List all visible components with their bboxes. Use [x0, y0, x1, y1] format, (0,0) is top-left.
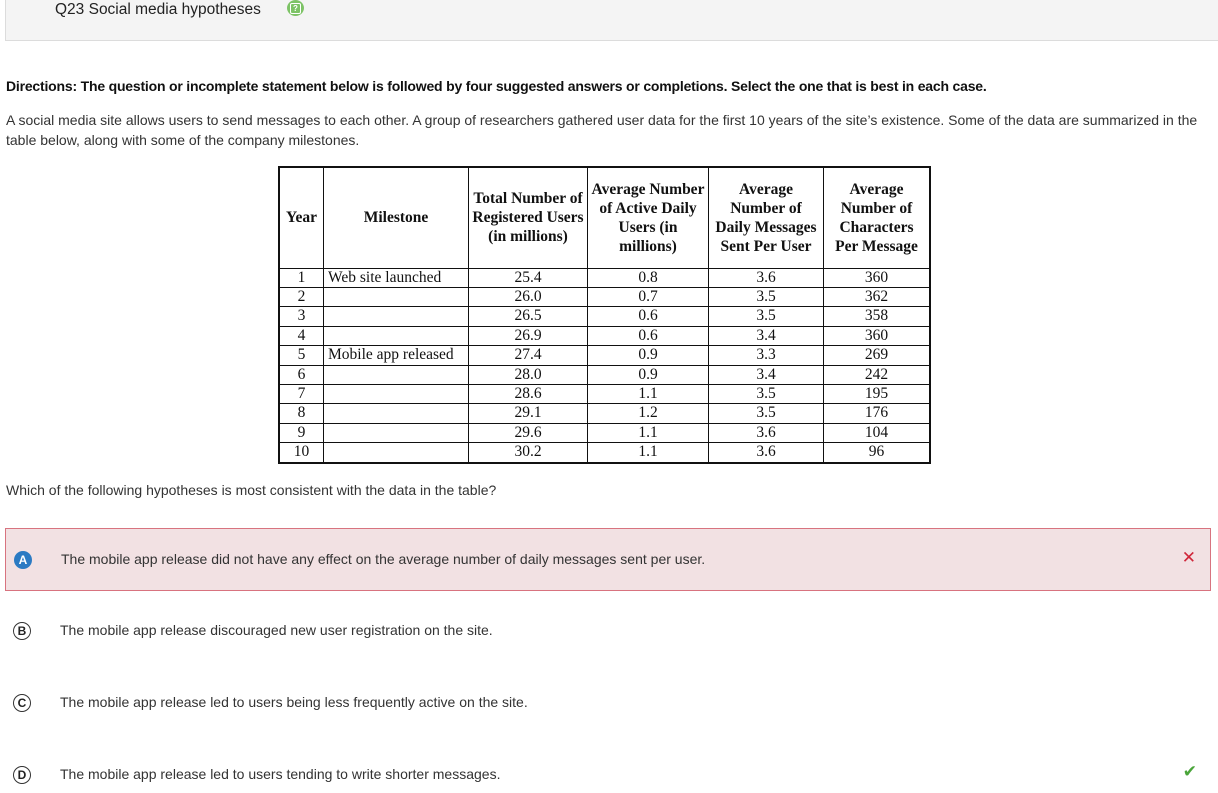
question-prompt: Which of the following hypotheses is most consistent with the data in the table? — [6, 482, 497, 498]
cell-active-daily-users: 0.8 — [588, 268, 709, 287]
cell-registered-users: 25.4 — [469, 268, 588, 287]
cell-active-daily-users: 1.1 — [588, 443, 709, 463]
choice-c-text: The mobile app release led to users being less frequently active on the site. — [60, 694, 528, 710]
cell-registered-users: 28.0 — [469, 365, 588, 384]
cell-year: 5 — [279, 346, 324, 365]
col-header-characters: Average Number of Characters Per Message — [824, 167, 931, 268]
col-header-active-daily-users: Average Number of Active Daily Users (in millions) — [588, 167, 709, 268]
cell-active-daily-users: 0.6 — [588, 307, 709, 326]
choice-c[interactable] — [5, 672, 1211, 735]
cell-characters: 242 — [824, 365, 931, 384]
cell-daily-messages: 3.3 — [709, 346, 824, 365]
cell-registered-users: 29.1 — [469, 404, 588, 423]
cell-characters: 195 — [824, 384, 931, 403]
cell-milestone — [324, 307, 469, 326]
cell-daily-messages: 3.4 — [709, 326, 824, 345]
cell-registered-users: 27.4 — [469, 346, 588, 365]
help-icon[interactable]: ? — [287, 0, 304, 16]
table-row — [279, 404, 930, 423]
cell-daily-messages: 3.5 — [709, 404, 824, 423]
cell-year: 3 — [279, 307, 324, 326]
cell-milestone: Mobile app released — [324, 346, 469, 365]
choice-letter-c: C — [13, 694, 31, 712]
choice-b-text: The mobile app release discouraged new user registration on the site. — [60, 622, 493, 638]
table-row — [279, 326, 930, 345]
cell-active-daily-users: 0.7 — [588, 287, 709, 306]
cell-milestone — [324, 404, 469, 423]
table-row — [279, 268, 930, 287]
cell-milestone — [324, 384, 469, 403]
cell-active-daily-users: 0.9 — [588, 346, 709, 365]
cell-daily-messages: 3.5 — [709, 384, 824, 403]
choice-letter-d: D — [13, 766, 31, 784]
table-row — [279, 365, 930, 384]
table-row — [279, 384, 930, 403]
cell-characters: 269 — [824, 346, 931, 365]
cell-registered-users: 26.5 — [469, 307, 588, 326]
cell-registered-users: 30.2 — [469, 443, 588, 463]
cell-active-daily-users: 0.9 — [588, 365, 709, 384]
cell-year: 4 — [279, 326, 324, 345]
incorrect-x-icon: ✕ — [1181, 548, 1196, 567]
table-row — [279, 346, 930, 365]
cell-registered-users: 26.0 — [469, 287, 588, 306]
cell-milestone — [324, 287, 469, 306]
cell-year: 8 — [279, 404, 324, 423]
choice-a[interactable] — [5, 528, 1211, 591]
cell-characters: 360 — [824, 326, 931, 345]
cell-characters: 176 — [824, 404, 931, 423]
cell-year: 7 — [279, 384, 324, 403]
cell-milestone — [324, 443, 469, 463]
cell-characters: 96 — [824, 443, 931, 463]
table-row — [279, 287, 930, 306]
table-row — [279, 423, 930, 442]
cell-year: 6 — [279, 365, 324, 384]
cell-milestone: Web site launched — [324, 268, 469, 287]
question-stem: A social media site allows users to send messages to each other. A group of researchers gathered user data for the first 10 years of the site’s existence. Some of the data are summarized in the table below, along with some of the company milestones. — [6, 112, 1198, 148]
col-header-milestone: Milestone — [324, 167, 469, 268]
cell-registered-users: 28.6 — [469, 384, 588, 403]
cell-daily-messages: 3.6 — [709, 423, 824, 442]
cell-daily-messages: 3.6 — [709, 268, 824, 287]
table-row — [279, 443, 930, 463]
table-header-row — [279, 167, 930, 268]
choice-d-text: The mobile app release led to users tending to write shorter messages. — [60, 766, 501, 782]
cell-characters: 362 — [824, 287, 931, 306]
directions-text: Directions: The question or incomplete statement below is followed by four suggested answers or completions. Select the one that is best in each case. — [6, 78, 987, 94]
cell-active-daily-users: 1.1 — [588, 384, 709, 403]
cell-registered-users: 29.6 — [469, 423, 588, 442]
cell-active-daily-users: 1.2 — [588, 404, 709, 423]
cell-milestone — [324, 326, 469, 345]
choice-d[interactable] — [5, 744, 1211, 793]
cell-characters: 104 — [824, 423, 931, 442]
question-header — [5, 0, 1218, 41]
choice-letter-a: A — [14, 551, 32, 569]
cell-daily-messages: 3.5 — [709, 307, 824, 326]
cell-milestone — [324, 423, 469, 442]
question-title: Q23 Social media hypotheses — [55, 1, 261, 18]
cell-registered-users: 26.9 — [469, 326, 588, 345]
col-header-daily-messages: Average Number of Daily Messages Sent Per User — [709, 167, 824, 268]
cell-daily-messages: 3.4 — [709, 365, 824, 384]
cell-daily-messages: 3.6 — [709, 443, 824, 463]
choice-a-text: The mobile app release did not have any effect on the average number of daily messages sent per user. — [61, 551, 706, 567]
correct-check-icon: ✔ — [1182, 762, 1197, 781]
cell-daily-messages: 3.5 — [709, 287, 824, 306]
cell-characters: 358 — [824, 307, 931, 326]
cell-year: 10 — [279, 443, 324, 463]
cell-active-daily-users: 0.6 — [588, 326, 709, 345]
cell-milestone — [324, 365, 469, 384]
cell-characters: 360 — [824, 268, 931, 287]
cell-year: 9 — [279, 423, 324, 442]
cell-active-daily-users: 1.1 — [588, 423, 709, 442]
cell-year: 2 — [279, 287, 324, 306]
cell-year: 1 — [279, 268, 324, 287]
choice-letter-b: B — [13, 622, 31, 640]
col-header-registered-users: Total Number of Registered Users (in millions) — [469, 167, 588, 268]
table-row — [279, 307, 930, 326]
col-header-year: Year — [279, 167, 324, 268]
choice-b[interactable] — [5, 600, 1211, 663]
data-table — [278, 166, 931, 464]
